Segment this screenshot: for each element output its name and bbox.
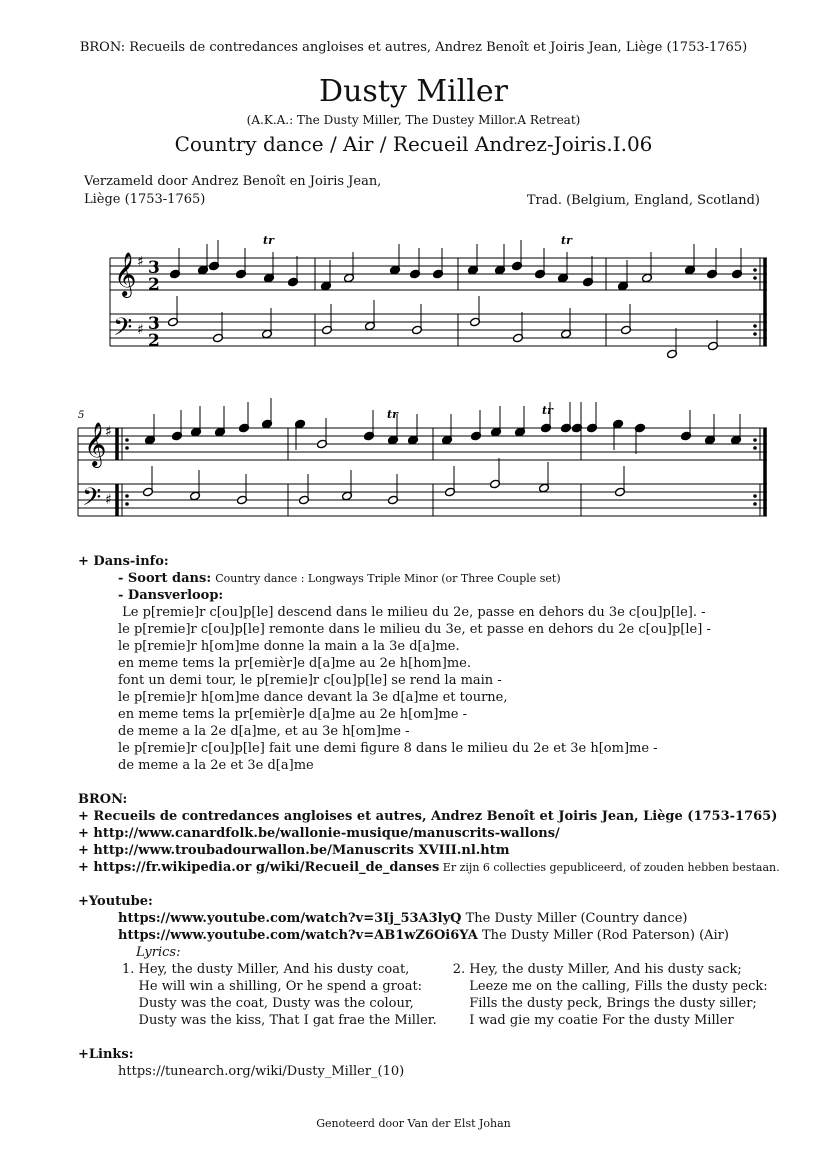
svg-text:𝄢: 𝄢: [113, 313, 133, 348]
svg-text:𝄢: 𝄢: [82, 483, 102, 518]
svg-text:♯: ♯: [137, 254, 144, 270]
dansverloop-label: - Dansverloop:: [118, 588, 224, 603]
svg-text:♯: ♯: [105, 492, 112, 508]
bron-link[interactable]: + http://www.troubadourwallon.be/Manuscrits XVIII.nl.htm: [78, 843, 510, 858]
soort-value: Country dance : Longways Triple Minor (or Three Couple set): [215, 572, 561, 585]
youtube-link[interactable]: https://www.youtube.com/watch?v=3Ij_53A3lyQ: [118, 911, 462, 926]
verloop-line: le p[remie]r c[ou]p[le] remonte dans le milieu du 3e, et passe en dehors du 2e c[ou]p[le] -: [118, 622, 711, 637]
soort-label: - Soort dans:: [118, 571, 212, 586]
page-title: Dusty Miller: [319, 74, 508, 109]
aka-subtitle: (A.K.A.: The Dusty Miller, The Dustey Millor.A Retreat): [246, 113, 581, 127]
info-section: [78, 553, 798, 1080]
youtube-link[interactable]: https://www.youtube.com/watch?v=AB1wZ6Oi6YA: [118, 928, 478, 943]
youtube-heading: +Youtube:: [78, 894, 153, 909]
youtube-desc: The Dusty Miller (Country dance): [461, 911, 688, 926]
lyric-line: 1. Hey, the dusty Miller, And his dusty coat,: [122, 962, 410, 977]
lyric-line: He will win a shilling, Or he spend a groat:: [122, 979, 423, 994]
sheet-music: [0, 0, 827, 540]
svg-text:𝄞: 𝄞: [114, 252, 137, 296]
lyric-line: I wad gie my coatie For the dusty Miller: [452, 1013, 734, 1028]
lyric-line: 2. Hey, the dusty Miller, And his dusty sack;: [452, 962, 742, 977]
lyric-line: Dusty was the kiss, That I gat frae the Miller.: [122, 1013, 437, 1028]
svg-text:2: 2: [148, 331, 160, 351]
piece-subtitle: Country dance / Air / Recueil Andrez-Joiris.I.06: [174, 132, 653, 156]
repeat-dots: [125, 268, 757, 506]
verloop-line: le p[remie]r h[om]me donne la main a la 3e d[a]me.: [118, 639, 460, 654]
lyric-line: Fills the dusty peck, Brings the dusty siller;: [452, 996, 757, 1011]
verloop-line: de meme a la 2e d[a]me, et au 3e h[om]me -: [118, 724, 410, 739]
links-heading: +Links:: [78, 1047, 134, 1062]
bron-heading: BRON:: [78, 792, 128, 807]
verloop-line: de meme a la 2e et 3e d[a]me: [118, 758, 314, 773]
verse-2: [453, 961, 768, 1029]
dans-info-heading: + Dans-info:: [78, 554, 169, 569]
svg-text:3: 3: [148, 314, 160, 334]
dansverloop-text: [118, 604, 798, 774]
verse-1: [122, 961, 437, 1029]
notes: [143, 240, 743, 505]
svg-text:♯: ♯: [137, 322, 144, 338]
soort-dans: [118, 570, 798, 587]
bron-item-wiki: [78, 859, 798, 876]
verloop-line: le p[remie]r c[ou]p[le] fait une demi figure 8 dans le milieu du 2e et 3e h[om]me -: [118, 741, 658, 756]
svg-text:♯: ♯: [105, 424, 112, 440]
svg-text:tr: tr: [387, 408, 398, 421]
verloop-line: en meme tems la pr[emièr]e d[a]me au 2e h[hom]me.: [118, 656, 471, 671]
bron-item: + Recueils de contredances angloises et autres, Andrez Benoît et Joiris Jean, Liège (1753-1765): [78, 809, 778, 824]
bron-link[interactable]: + http://www.canardfolk.be/wallonie-musique/manuscrits-wallons/: [78, 826, 560, 841]
source-header: BRON: Recueils de contredances angloises et autres, Andrez Benoît et Joiris Jean, Liège (1753-1765): [79, 40, 748, 55]
svg-text:tr: tr: [263, 234, 274, 247]
lyric-line: Dusty was the coat, Dusty was the colour,: [122, 996, 414, 1011]
svg-text:3: 3: [148, 258, 160, 278]
system-2: [78, 428, 767, 516]
footer: Genoteerd door Van der Elst Johan: [316, 1117, 511, 1130]
verloop-line: le p[remie]r h[om]me dance devant la 3e d[a]me et tourne,: [118, 690, 508, 705]
collector-line-1: Verzameld door Andrez Benoît en Joiris Jean,: [84, 174, 382, 189]
verloop-line: font un demi tour, le p[remie]r c[ou]p[le] se rend la main -: [118, 673, 502, 688]
youtube-item: [118, 927, 798, 944]
svg-text:𝄞: 𝄞: [84, 422, 107, 466]
time-signature: [148, 258, 160, 351]
composer: Trad. (Belgium, England, Scotland): [526, 193, 760, 208]
youtube-desc: The Dusty Miller (Rod Paterson) (Air): [477, 928, 729, 943]
svg-text:tr: tr: [542, 404, 553, 417]
verloop-line: Le p[remie]r c[ou]p[le] descend dans le milieu du 2e, passe en dehors du 3e c[ou]p[le]. -: [118, 605, 706, 620]
collector-line-2: Liège (1753-1765): [84, 192, 206, 207]
lyric-line: Leeze me on the calling, Fills the dusty peck:: [452, 979, 768, 994]
youtube-item: [118, 910, 798, 927]
bass-clef-icon: [82, 313, 132, 518]
bron-link[interactable]: + https://fr.wikipedia.or g/wiki/Recueil_de_danses: [78, 860, 440, 875]
verloop-line: en meme tems la pr[emièr]e d[a]me au 2e h[om]me -: [118, 707, 467, 722]
svg-text:tr: tr: [561, 234, 572, 247]
lyrics-label: Lyrics:: [136, 945, 181, 960]
svg-text:2: 2: [148, 275, 160, 295]
tunearch-link[interactable]: https://tunearch.org/wiki/Dusty_Miller_(10): [118, 1064, 405, 1079]
bron-note: Er zijn 6 collecties gepubliceerd, of zouden hebben bestaan.: [439, 861, 780, 874]
lyrics: [122, 961, 798, 1029]
measure-number: 5: [78, 410, 85, 421]
